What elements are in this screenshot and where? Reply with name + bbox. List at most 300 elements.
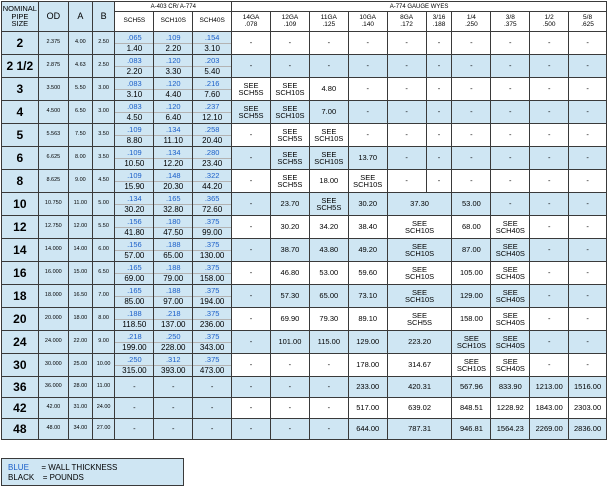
sch-col-header: SCH10S [154,12,193,32]
table-row [2,262,607,285]
gauge-cell: SEE SCH40S [491,308,530,331]
pounds-value: 12.10 [202,113,223,122]
gauge-cell: - [569,124,607,147]
gauge-cell: - [348,55,387,78]
b-dim-cell: 3.00 [92,78,115,101]
table-row [2,308,607,331]
schedule-cell [115,147,154,170]
b-dim-cell: 5.00 [92,193,115,216]
gauge-cell: - [232,55,271,78]
gauge-cell: SEE SCH5S [387,308,452,331]
a-dim-cell: 18.00 [68,308,92,331]
gauge-cell: 57.30 [270,285,309,308]
pounds-value: 20.40 [202,136,223,145]
gauge-cell: 644.00 [348,419,387,440]
nominal-pipe-size-header: NOMINAL PIPE SIZE [2,2,39,32]
wall-thickness-value: .165 [154,193,192,205]
gauge-cell: - [491,170,530,193]
schedule-cell [154,331,193,354]
gauge-cell: 53.00 [309,262,348,285]
gauge-cell: - [426,147,452,170]
a-dim-cell: 4.00 [68,32,92,55]
pounds-value: 199.00 [122,343,147,352]
pounds-value: 10.50 [124,159,145,168]
schedule-cell [115,78,154,101]
wall-thickness-value: .375 [193,308,231,320]
pipe-size-cell: 12 [2,216,39,239]
gauge-cell: - [452,78,491,101]
schedule-cell [193,285,232,308]
wall-thickness-value: .134 [115,193,153,205]
schedule-cell [193,216,232,239]
gauge-cell: - [232,354,271,377]
gauge-cell: - [569,262,607,285]
wall-thickness-value: .188 [154,285,192,297]
gauge-cell: 314.67 [387,354,452,377]
pounds-value: 1.40 [126,44,143,53]
b-dim-cell: 6.50 [92,262,115,285]
a-dim-cell: 14.00 [68,239,92,262]
gauge-cell: 46.80 [270,262,309,285]
a-dim-cell: 31.00 [68,398,92,419]
a-dim-cell: 34.00 [68,419,92,440]
a774-group-header: A-774 GAUGE WYES [232,2,607,12]
gauge-cell: - [569,216,607,239]
schedule-cell [154,354,193,377]
b-dim-cell: 10.00 [92,354,115,377]
gauge-cell: - [270,354,309,377]
gauge-cell: SEE SCH5S [232,101,271,124]
schedule-cell [154,124,193,147]
schedule-cell [193,55,232,78]
gauge-cell: - [530,239,569,262]
pounds-value: 2.20 [126,67,143,76]
schedule-cell [154,216,193,239]
gauge-cell: 53.00 [452,193,491,216]
gauge-cell: SEE SCH5S [232,78,271,101]
od-cell: 36.000 [38,377,68,398]
pipe-size-cell: 30 [2,354,39,377]
schedule-cell [193,331,232,354]
wall-thickness-value: .120 [154,55,192,67]
gauge-cell: - [348,32,387,55]
a-dim-cell: 16.50 [68,285,92,308]
a-dim-cell: 9.00 [68,170,92,193]
a-dim-cell: 22.00 [68,331,92,354]
pipe-size-cell: 10 [2,193,39,216]
pounds-value: 41.80 [124,228,145,237]
gauge-cell: 7.00 [309,101,348,124]
gauge-cell: SEE SCH5S [270,147,309,170]
gauge-cell: - [232,193,271,216]
gauge-cell: 178.00 [348,354,387,377]
gauge-cell: - [530,170,569,193]
gauge-cell: SEE SCH10S [270,101,309,124]
gauge-cell: SEE SCH10S [452,331,491,354]
gauge-cell: - [426,124,452,147]
schedule-cell [154,78,193,101]
b-header: B [92,2,115,32]
wall-thickness-value: .134 [154,124,192,136]
gauge-cell: SEE SCH10S [270,78,309,101]
b-dim-cell: 3.50 [92,147,115,170]
schedule-empty-cell: - [193,419,232,440]
wall-thickness-value: .258 [193,124,231,136]
pounds-value: 473.00 [199,366,225,375]
schedule-cell [115,331,154,354]
gauge-cell: 43.80 [309,239,348,262]
gauge-col-header: 11GA .125 [309,12,348,32]
gauge-cell: 2836.00 [569,419,607,440]
gauge-cell: - [452,101,491,124]
gauge-cell: - [387,124,426,147]
gauge-cell: - [232,170,271,193]
gauge-cell: 833.90 [491,377,530,398]
od-cell: 2.375 [38,32,68,55]
a-dim-cell: 4.63 [68,55,92,78]
pipe-size-cell: 18 [2,285,39,308]
gauge-cell: 787.31 [387,419,452,440]
schedule-cell [193,354,232,377]
schedule-cell [193,193,232,216]
pounds-value: 4.50 [126,113,143,122]
b-dim-cell: 3.00 [92,101,115,124]
gauge-cell: - [309,354,348,377]
gauge-cell: 105.00 [452,262,491,285]
a403-group-header: A-403 CR/ A-774 [115,2,232,12]
b-dim-cell: 3.50 [92,124,115,147]
gauge-cell: - [232,398,271,419]
gauge-col-header: 8GA .172 [387,12,426,32]
header-group-row [2,2,607,12]
gauge-cell: 420.31 [387,377,452,398]
gauge-cell: - [232,285,271,308]
b-dim-cell: 24.00 [92,398,115,419]
gauge-cell: - [270,377,309,398]
gauge-cell: SEE SCH5S [309,193,348,216]
gauge-col-header: 10GA .140 [348,12,387,32]
table-row [2,147,607,170]
a-dim-cell: 12.00 [68,216,92,239]
pounds-value: 99.00 [202,228,223,237]
wall-thickness-value: .109 [154,32,192,44]
od-cell: 24.000 [38,331,68,354]
pounds-value: 158.00 [199,274,225,283]
a-dim-cell: 6.50 [68,101,92,124]
pipe-size-cell: 24 [2,331,39,354]
gauge-cell: - [452,147,491,170]
b-dim-cell: 11.00 [92,377,115,398]
gauge-cell: 87.00 [452,239,491,262]
wall-thickness-value: .083 [115,78,153,90]
gauge-cell: 38.40 [348,216,387,239]
gauge-cell: 639.02 [387,398,452,419]
od-cell: 48.00 [38,419,68,440]
b-dim-cell: 5.50 [92,216,115,239]
schedule-cell [115,193,154,216]
table-row [2,398,607,419]
gauge-cell: 1213.00 [530,377,569,398]
gauge-cell: - [426,32,452,55]
gauge-cell: - [569,147,607,170]
table-row [2,331,607,354]
schedule-cell [154,55,193,78]
schedule-cell [193,124,232,147]
gauge-cell: - [387,78,426,101]
schedule-empty-cell: - [115,398,154,419]
schedule-empty-cell: - [154,398,193,419]
gauge-cell: - [569,354,607,377]
legend-blue-line [8,463,117,472]
wall-thickness-value: .218 [115,331,153,343]
gauge-cell: - [569,193,607,216]
od-cell: 42.00 [38,398,68,419]
wall-thickness-value: .109 [115,147,153,159]
wall-thickness-value: .375 [193,239,231,251]
table-row [2,124,607,147]
gauge-cell: - [491,193,530,216]
gauge-cell: - [452,170,491,193]
gauge-cell: - [530,147,569,170]
gauge-cell: - [232,124,271,147]
pounds-value: 85.00 [124,297,145,306]
schedule-cell [193,262,232,285]
gauge-cell: SEE SCH40S [491,285,530,308]
b-dim-cell: 2.50 [92,32,115,55]
schedule-cell [115,101,154,124]
pounds-value: 5.40 [204,67,220,76]
schedule-cell [193,239,232,262]
wall-thickness-value: .375 [193,262,231,274]
pounds-value: 2.20 [165,44,182,53]
schedule-cell [154,147,193,170]
wall-thickness-value: .148 [154,170,192,182]
wall-thickness-value: .120 [154,101,192,113]
pipe-size-cell: 3 [2,78,39,101]
gauge-cell: SEE SCH10S [309,124,348,147]
gauge-cell: - [270,419,309,440]
gauge-cell: SEE SCH40S [491,354,530,377]
od-header: OD [38,2,68,32]
gauge-cell: SEE SCH40S [491,216,530,239]
gauge-cell: 129.00 [348,331,387,354]
wall-thickness-value: .065 [115,32,153,44]
schedule-cell [115,170,154,193]
pounds-value: 44.20 [202,182,223,191]
gauge-cell: 129.00 [452,285,491,308]
pounds-value: 23.40 [202,159,223,168]
gauge-cell: - [426,170,452,193]
gauge-cell: 30.20 [270,216,309,239]
pounds-value: 393.00 [161,366,186,375]
gauge-cell: - [309,32,348,55]
gauge-col-header: 1/4 .250 [452,12,491,32]
gauge-cell: 37.30 [387,193,452,216]
gauge-cell: - [387,32,426,55]
gauge-cell: - [530,101,569,124]
gauge-cell: 4.80 [309,78,348,101]
gauge-cell: - [426,55,452,78]
pounds-value: 194.00 [199,297,225,306]
gauge-cell: - [569,78,607,101]
gauge-cell: - [569,101,607,124]
pipe-spec-table [1,1,607,440]
b-dim-cell: 9.00 [92,331,115,354]
gauge-cell: - [491,101,530,124]
schedule-cell [193,32,232,55]
gauge-cell: - [387,101,426,124]
od-cell: 18.000 [38,285,68,308]
schedule-cell [115,285,154,308]
od-cell: 4.500 [38,101,68,124]
gauge-cell: 233.00 [348,377,387,398]
gauge-col-header: 3/16 .188 [426,12,452,32]
wall-thickness-value: .250 [154,331,192,343]
gauge-cell: 1228.92 [491,398,530,419]
pounds-value: 130.00 [199,251,225,260]
gauge-cell: 34.20 [309,216,348,239]
gauge-cell: 1843.00 [530,398,569,419]
gauge-cell: - [232,147,271,170]
b-dim-cell: 6.00 [92,239,115,262]
pounds-value: 30.20 [124,205,145,214]
b-dim-cell: 27.00 [92,419,115,440]
pounds-value: 3.10 [204,44,220,53]
legend-blue-value: = WALL THICKNESS [41,463,118,472]
gauge-cell: 65.00 [309,285,348,308]
gauge-cell: - [530,285,569,308]
od-cell: 3.500 [38,78,68,101]
pounds-value: 15.90 [124,182,145,191]
gauge-cell: SEE SCH40S [491,262,530,285]
pounds-value: 3.30 [165,67,182,76]
legend-black-key: BLACK [8,473,35,482]
a-dim-cell: 11.00 [68,193,92,216]
wall-thickness-value: .134 [154,147,192,159]
gauge-cell: - [569,285,607,308]
sch-col-header: SCH5S [115,12,154,32]
schedule-empty-cell: - [115,377,154,398]
gauge-cell: - [270,55,309,78]
gauge-cell: - [530,55,569,78]
schedule-cell [193,78,232,101]
gauge-cell: - [232,216,271,239]
pipe-spec-body [2,32,607,440]
table-row [2,239,607,262]
gauge-cell: 18.00 [309,170,348,193]
legend-black-value: = POUNDS [42,473,84,482]
schedule-cell [193,170,232,193]
gauge-cell: - [452,32,491,55]
gauge-cell: 2269.00 [530,419,569,440]
gauge-cell: 158.00 [452,308,491,331]
gauge-cell: - [232,419,271,440]
od-cell: 20.000 [38,308,68,331]
od-cell: 16.000 [38,262,68,285]
gauge-cell: SEE SCH10S [452,354,491,377]
gauge-cell: 69.90 [270,308,309,331]
pounds-value: 6.40 [165,113,182,122]
od-cell: 2.875 [38,55,68,78]
wall-thickness-value: .165 [115,262,153,274]
schedule-cell [115,32,154,55]
wall-thickness-value: .188 [115,308,153,320]
gauge-cell: 101.00 [270,331,309,354]
pounds-value: 7.60 [204,90,220,99]
wall-thickness-value: .237 [193,101,231,113]
table-row [2,78,607,101]
pipe-size-cell: 42 [2,398,39,419]
gauge-cell: - [530,216,569,239]
gauge-cell: - [270,32,309,55]
wall-thickness-value: .218 [154,308,192,320]
gauge-cell: - [309,419,348,440]
legend-blue-key: BLUE [8,463,29,472]
gauge-cell: 1516.00 [569,377,607,398]
wall-thickness-value: .280 [193,147,231,159]
gauge-cell: 79.30 [309,308,348,331]
pipe-size-cell: 14 [2,239,39,262]
gauge-cell: 49.20 [348,239,387,262]
gauge-cell: - [309,55,348,78]
table-row [2,55,607,78]
gauge-cell: - [569,55,607,78]
pounds-value: 57.00 [124,251,145,260]
gauge-col-header: 5/8 .625 [569,12,607,32]
gauge-cell: 223.20 [387,331,452,354]
schedule-cell [154,262,193,285]
b-dim-cell: 2.50 [92,55,115,78]
a-dim-cell: 28.00 [68,377,92,398]
pounds-value: 315.00 [122,366,147,375]
pounds-value: 69.00 [124,274,145,283]
wall-thickness-value: .365 [193,193,231,205]
pounds-value: 8.80 [126,136,143,145]
schedule-cell [193,101,232,124]
od-cell: 6.625 [38,147,68,170]
wall-thickness-value: .120 [154,78,192,90]
table-row [2,285,607,308]
legend-box [1,458,184,486]
a-dim-cell: 8.00 [68,147,92,170]
pounds-value: 343.00 [199,343,225,352]
wall-thickness-value: .156 [115,239,153,251]
pounds-value: 137.00 [161,320,186,329]
gauge-cell: - [309,377,348,398]
gauge-cell: SEE SCH5S [270,124,309,147]
gauge-cell: SEE SCH10S [387,285,452,308]
gauge-cell: SEE SCH10S [309,147,348,170]
gauge-cell: - [387,55,426,78]
pounds-value: 3.10 [126,90,143,99]
gauge-cell: 946.81 [452,419,491,440]
a-dim-cell: 25.00 [68,354,92,377]
gauge-cell: - [426,101,452,124]
wall-thickness-value: .083 [115,55,153,67]
b-dim-cell: 4.50 [92,170,115,193]
table-row [2,216,607,239]
gauge-cell: 38.70 [270,239,309,262]
pounds-value: 20.30 [163,182,184,191]
schedule-empty-cell: - [193,377,232,398]
gauge-cell: - [491,147,530,170]
gauge-cell: - [232,377,271,398]
gauge-cell: - [530,262,569,285]
wall-thickness-value: .188 [154,239,192,251]
gauge-cell: SEE SCH40S [491,331,530,354]
gauge-cell: - [530,331,569,354]
pipe-size-cell: 36 [2,377,39,398]
